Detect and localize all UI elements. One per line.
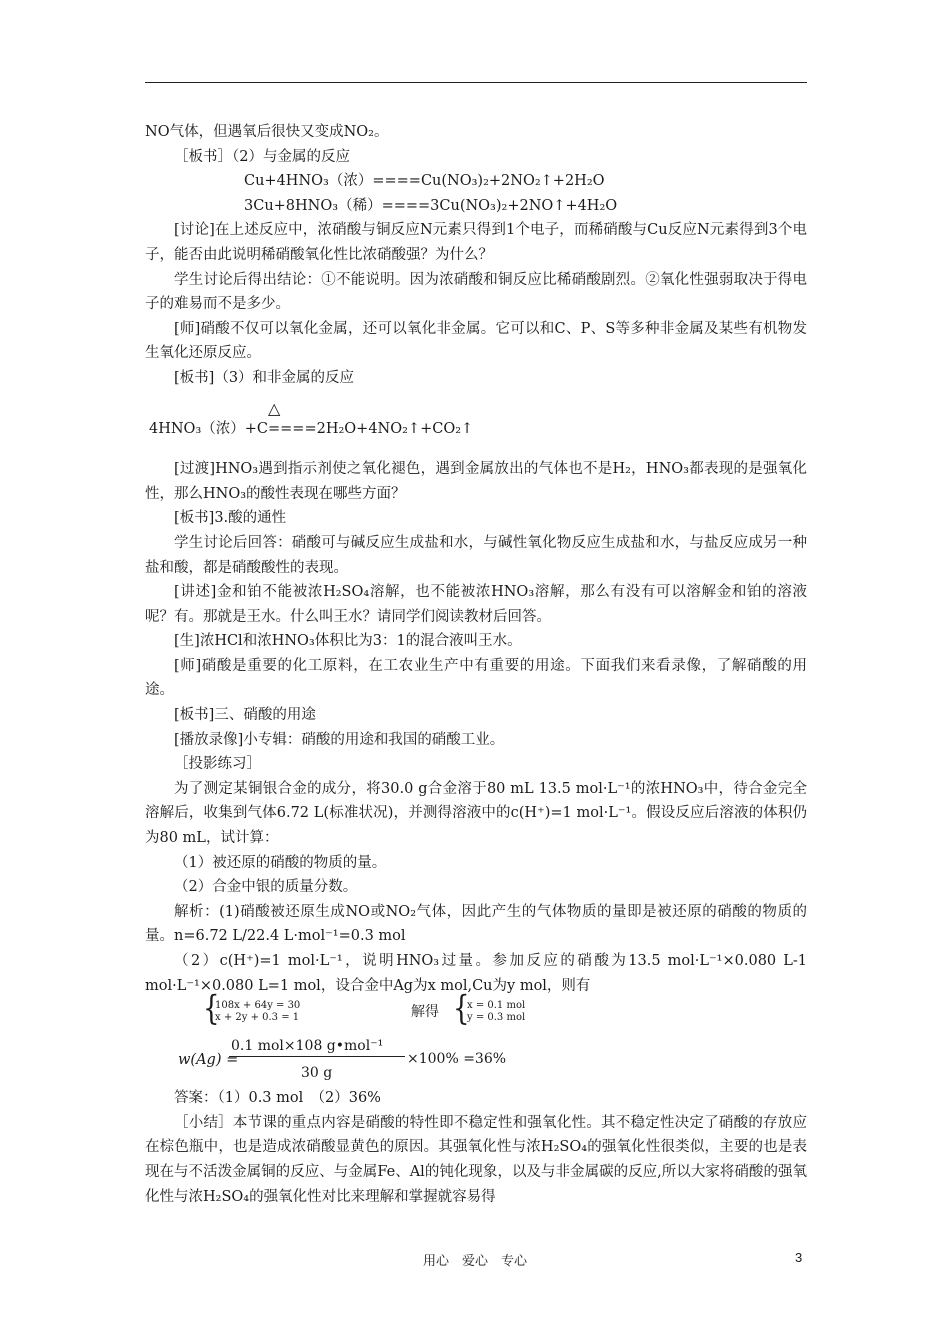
formula-label: w(Ag) = <box>178 1052 239 1069</box>
video-paragraph: [播放录像]小专辑：硝酸的用途和我国的硝酸工业。 <box>174 731 505 748</box>
page-footer: 用心 爱心 专心 <box>422 1254 527 1269</box>
formula-result: ×100% =36% <box>407 1051 507 1068</box>
document-body <box>145 120 807 1209</box>
formula-numerator: 0.1 mol×108 g•mol⁻¹ <box>231 1038 384 1055</box>
exercise-question: 为了测定某铜银合金的成分，将30.0 g合金溶于80 mL 13.5 mol·L⁻¹的浓HNO₃中，待合金完全溶解后，收集到气体6.72 L(标准状况)，并测得溶液中的c(H⁺)=1 mol·L⁻¹。假设反应后溶液的体积仍为80 mL，试计算： <box>145 780 807 847</box>
blackboard-heading: [板书]三、硝酸的用途 <box>174 707 316 724</box>
system-equation: 108x + 64y = 30 <box>215 1000 301 1012</box>
solution-value: x = 0.1 mol <box>467 1000 526 1012</box>
exercise-heading: ［投影练习］ <box>174 756 261 773</box>
left-brace: { <box>203 989 220 1029</box>
solution-value: y = 0.3 mol <box>467 1012 526 1024</box>
analysis-paragraph: （2）c(H⁺)=1 mol·L⁻¹，说明HNO₃过量。参加反应的硝酸为13.5 mol·L⁻¹×0.080 L-1 mol·L⁻¹×0.080 L=1 mol，设合金中Ag为x mol,Cu为y mol，则有 <box>145 953 807 994</box>
teacher-paragraph: [师]硝酸是重要的化工原料，在工农业生产中有重要的用途。下面我们来看录像，了解硝酸的用途。 <box>145 657 807 699</box>
system-equation: x + 2y + 0.3 = 1 <box>215 1012 300 1024</box>
formula-denominator: 30 g <box>301 1065 333 1082</box>
equation: Cu+4HNO₃（浓）====Cu(NO₃)₂+2NO₂↑+2H₂O <box>244 173 605 190</box>
analysis-paragraph: 解析：(1)硝酸被还原生成NO或NO₂气体，因此产生的气体物质的量即是被还原的硝酸的物质的量。n=6.72 L/22.4 L·mol⁻¹=0.3 mol <box>145 903 807 945</box>
header-rule <box>145 82 807 83</box>
blackboard-heading: [板书]（3）和非金属的反应 <box>174 369 355 386</box>
teacher-paragraph: [师]硝酸不仅可以氧化金属，还可以氧化非金属。它可以和C、P、S等多种非金属及某些有机物发生氧化还原反应。 <box>145 320 807 362</box>
summary-paragraph: ［小结］本节课的重点内容是硝酸的特性即不稳定性和强氧化性。其不稳定性决定了硝酸的存放应在棕色瓶中，也是造成浓硝酸显黄色的原因。其强氧化性与浓H₂SO₄的强氧化性很类似，主要的也是表现在与不活泼金属铜的反应、与金属Fe、Al的钝化现象，以及与非金属碳的反应,所以大家将硝酸的强氧化性与浓H₂SO₄的强氧化性对比来理解和掌握就容易得 <box>145 1114 807 1205</box>
paragraph: 学生讨论后得出结论：①不能说明。因为浓硝酸和铜反应比稀硝酸剧烈。②氧化性强弱取决于得电子的难易而不是多少。 <box>145 271 807 313</box>
question-item: （1）被还原的硝酸的物质的量。 <box>174 854 387 871</box>
paragraph: 学生讨论后回答：硝酸可与碱反应生成盐和水，与碱性氧化物反应生成盐和水，与盐反应成另一种盐和酸，都是硝酸酸性的表现。 <box>145 534 807 576</box>
fraction-bar <box>229 1056 405 1057</box>
solve-label: 解得 <box>411 1004 439 1021</box>
equation: 3Cu+8HNO₃（稀）====3Cu(NO₃)₂+2NO↑+4H₂O <box>244 197 618 214</box>
question-item: （2）合金中银的质量分数。 <box>174 879 358 896</box>
discussion-paragraph: [讨论]在上述反应中，浓硝酸与铜反应N元素只得到1个电子，而稀硝酸与Cu反应N元素得到3个电子，能否由此说明稀硝酸氧化性比浓硝酸强？为什么？ <box>145 222 807 263</box>
transition-paragraph: [过渡]HNO₃遇到指示剂使之氧化褪色，遇到金属放出的气体也不是H₂，HNO₃都表现的是强氧化性，那么HNO₃的酸性表现在哪些方面？ <box>145 461 807 502</box>
lecture-paragraph: [讲述]金和铂不能被浓H₂SO₄溶解，也不能被浓HNO₃溶解，那么有没有可以溶解金和铂的溶液呢？有。那就是王水。什么叫王水？请同学们阅读教材后回答。 <box>145 584 807 625</box>
student-paragraph: [生]浓HCl和浓HNO₃体积比为3：1的混合液叫王水。 <box>174 633 522 650</box>
triangle-icon: △ <box>268 398 281 418</box>
heating-condition <box>145 397 807 417</box>
equation-system <box>145 989 807 1032</box>
equation: 4HNO₃（浓）+C====2H₂O+4NO₂↑+CO₂↑ <box>149 420 474 437</box>
paragraph: NO气体，但遇氧后很快又变成NO₂。 <box>145 124 389 140</box>
answer-paragraph: 答案：（1）0.3 mol （2）36% <box>174 1090 381 1107</box>
blackboard-heading: ［板书］（2）与金属的反应 <box>174 148 350 165</box>
page-number: 3 <box>795 1250 803 1265</box>
mass-fraction-formula <box>145 1034 807 1086</box>
blackboard-heading: [板书]3.酸的通性 <box>174 510 287 527</box>
right-brace: { <box>453 989 470 1029</box>
